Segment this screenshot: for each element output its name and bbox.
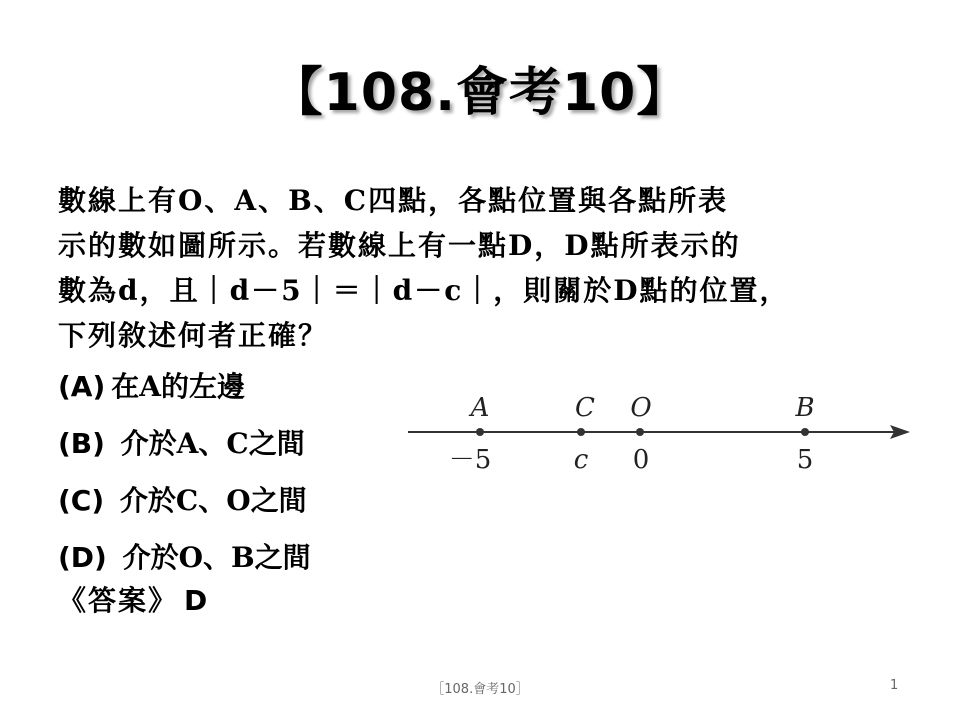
point-b-value: 5 — [796, 445, 814, 475]
answer-label: 《答案》 — [58, 584, 179, 617]
point-b-dot — [801, 428, 809, 436]
slide-title: 【108.會考10】 — [270, 63, 690, 123]
option-letter: (C) — [58, 484, 105, 517]
option-c — [58, 476, 418, 533]
point-o-value: 0 — [632, 445, 650, 475]
option-text: 介於A、C之間 — [110, 427, 305, 460]
point-o-label: O — [630, 393, 652, 423]
question-line: 數為d，且｜d－5｜＝｜d－c｜，則關於D點的位置， — [58, 274, 790, 307]
point-a-dot — [476, 428, 484, 436]
page-number: 1 — [890, 678, 899, 693]
number-line-figure — [400, 380, 920, 490]
point-o-dot — [636, 428, 644, 436]
point-a-label: A — [470, 393, 490, 423]
point-c-dot — [577, 428, 585, 436]
question-line: 示的數如圖所示。若數線上有一點D，D點所表示的 — [58, 229, 741, 262]
answer-value: D — [184, 584, 210, 617]
point-c-label: C — [575, 393, 595, 423]
option-letter: (B) — [58, 427, 105, 460]
number-line-svg — [400, 380, 920, 490]
option-letter: (A) — [58, 370, 106, 403]
question-text — [58, 178, 938, 358]
point-a-value: －5 — [448, 445, 492, 475]
option-b — [58, 419, 418, 476]
point-b-label: B — [795, 393, 815, 423]
footer-text: ［108.會考10］ — [431, 682, 529, 697]
option-text: 在A的左邊 — [111, 370, 245, 403]
option-a — [58, 362, 418, 419]
option-letter: (D) — [58, 541, 107, 574]
option-text: 介於C、O之間 — [110, 484, 307, 517]
answer — [58, 576, 209, 626]
question-line: 下列敘述何者正確？ — [58, 319, 329, 352]
question-line: 數線上有O、A、B、C四點，各點位置與各點所表 — [58, 184, 729, 217]
option-text: 介於O、B之間 — [112, 541, 311, 574]
options-list — [58, 362, 418, 590]
point-c-value: c — [573, 445, 589, 475]
